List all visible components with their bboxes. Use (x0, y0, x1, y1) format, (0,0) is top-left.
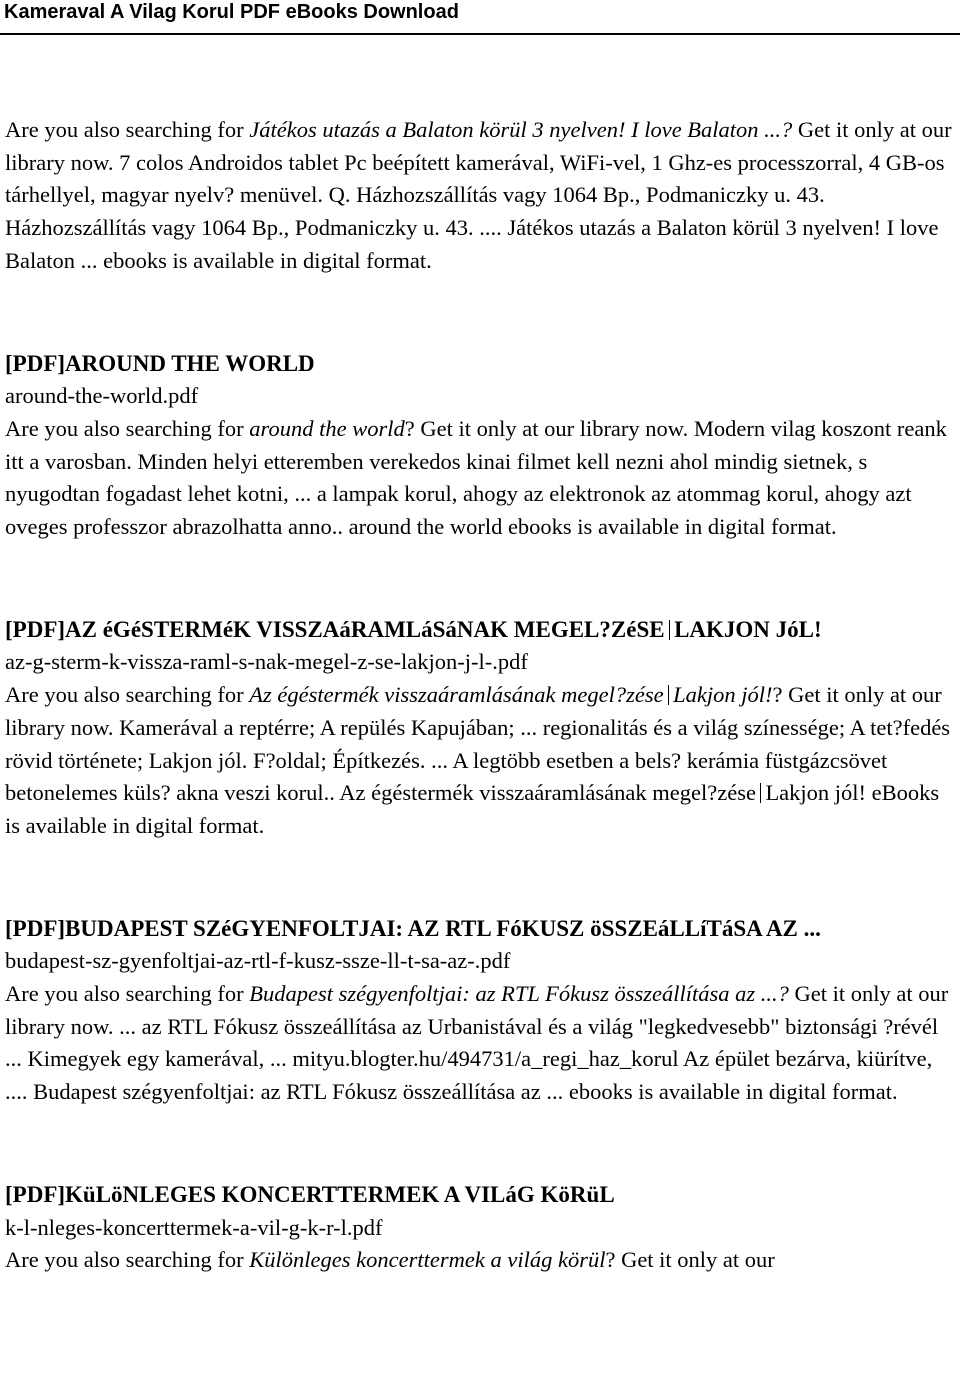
result-description (5, 679, 955, 843)
result-query-part: Az égéstermék visszaáramlásának megel?zése (249, 682, 664, 708)
result-body: Lakjon jól! eBooks is available in digital format. (5, 780, 940, 838)
result-item (5, 614, 955, 843)
result-heading[interactable]: [PDF]AROUND THE WORLD (5, 350, 315, 376)
result-item (5, 1179, 955, 1277)
result-query: Budapest szégyenfoltjai: az RTL Fókusz összeállítása az ...? (249, 981, 789, 1007)
result-body: ? Get it only at our library now. Modern vilag koszont reank itt a varosban. Minden helyi etteremben verekedos kinai filmet kell nezni ahol mindig sietnek, s nyugodtan fogadast lehet kotni, ... a lampak korul, ahogy az elektronok az atommag korul, ahogy azt oveges professzor abrazolhatta anno.. around the world ebooks is available in digital format. (5, 415, 947, 540)
result-filename[interactable]: budapest-sz-gyenfoltjai-az-rtl-f-kusz-ssze-ll-t-sa-az-.pdf (5, 948, 511, 974)
header-divider (0, 33, 960, 35)
separator-bar (760, 783, 762, 803)
result-query: Különleges koncerttermek a világ körül (249, 1247, 606, 1273)
result-filename[interactable]: az-g-sterm-k-vissza-raml-s-nak-megel-z-se-lakjon-j-l-.pdf (5, 649, 528, 675)
result-body: Get it only at our library now. ... az RTL Fókusz összeállítása az Urbanistával és a világ "legkedvesebb" biztonsági ?révél ... Kimegyek egy kamerával, ... mityu.blogter.hu/494731/a_regi_haz_korul Az épület bezárva, kiürítve, .... Budapest szégyenfoltjai: az RTL Fókusz összeállítása az ... ebooks is available in digital format. (5, 981, 949, 1105)
result-prefix: Are you also searching for (5, 682, 250, 708)
result-heading[interactable]: [PDF]KüLöNLEGES KONCERTTERMEK A VILáG KöRüL (5, 1181, 615, 1207)
intro-paragraph (5, 114, 955, 278)
result-prefix: Are you also searching for (5, 981, 250, 1007)
intro-prefix: Are you also searching for (5, 117, 250, 142)
result-description (5, 413, 955, 544)
result-query (249, 682, 772, 707)
result-body: ? Get it only at our (605, 1247, 775, 1273)
result-query-part: Lakjon jól! (673, 682, 773, 708)
result-prefix: Are you also searching for (5, 1247, 250, 1273)
result-query: around the world (249, 415, 405, 441)
result-filename[interactable]: k-l-nleges-koncerttermek-a-vil-g-k-r-l.pdf (5, 1214, 383, 1240)
result-filename[interactable]: around-the-world.pdf (5, 383, 199, 409)
result-heading-part: [PDF]AZ éGéSTERMéK VISSZAáRAMLáSáNAK MEGEL?ZéSE (5, 616, 665, 642)
result-description (5, 1244, 955, 1277)
page-header (0, 0, 960, 40)
result-heading-part: LAKJON JóL! (674, 616, 822, 642)
result-prefix: Are you also searching for (5, 415, 250, 441)
intro-body: Get it only at our library now. 7 colos Androidos tablet Pc beépített kamerával, WiFi-vel, 1 Ghz-es processzorral, 4 GB-os tárhellyel, magyar nyelv? menüvel. Q. Házhozszállítás vagy 1064 Bp., Podmaniczky u. 43. Házhozszállítás vagy 1064 Bp., Podmaniczky u. 43. .... Játékos utazás a Balaton körül 3 nyelven! I love Balaton ... ebooks is available in digital format. (5, 117, 952, 273)
page-title: Kameraval A Vilag Korul PDF eBooks Download (4, 1, 459, 23)
result-item (5, 913, 955, 1109)
result-item (5, 348, 955, 544)
result-body: ? Get it only at our library now. Kamerával a reptérre; A repülés Kapujában; ... regionalitás és a világ színessége; A tet?fedés rövid története; Lakjon jól. F?oldal; Építkezés. ... A legtöbb esetben a bels? kerámia füstgázcsövet betonelemes küls? akna veszi korul.. Az égéstermék visszaáramlásának megel?zése (5, 682, 951, 806)
result-heading[interactable] (5, 614, 955, 647)
result-heading[interactable]: [PDF]BUDAPEST SZéGYENFOLTJAI: AZ RTL FóKUSZ öSSZEáLLíTáSA AZ ... (5, 915, 821, 941)
intro-block (5, 114, 955, 278)
result-description (5, 978, 955, 1109)
main-content (5, 114, 955, 1347)
separator-bar (668, 685, 670, 705)
separator-bar (669, 620, 671, 640)
intro-query: Játékos utazás a Balaton körül 3 nyelven! I love Balaton ...? (249, 117, 793, 142)
